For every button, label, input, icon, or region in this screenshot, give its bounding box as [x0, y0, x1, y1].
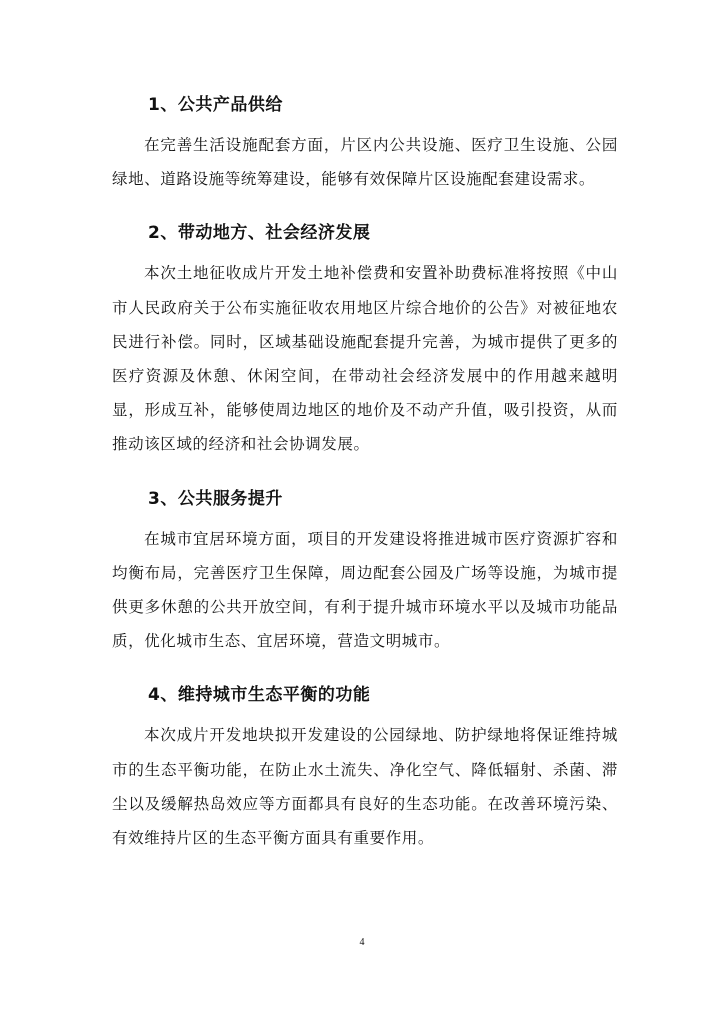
section-paragraph-public-goods: 在完善生活设施配套方面，片区内公共设施、医疗卫生设施、公园绿地、道路设施等统筹建设，能够有效保障片区设施配套建设需求。 — [112, 136, 618, 189]
section-heading-ecological-balance: 4、维持城市生态平衡的功能 — [148, 685, 371, 706]
page-content — [112, 86, 618, 855]
section-paragraph-economic-development: 本次土地征收成片开发土地补偿费和安置补助费标准将按照《中山市人民政府关于公布实施征收农用地区片综合地价的公告》对被征地农民进行补偿。同时，区域基础设施配套提升完善，为城市提供了更多的医疗资源及休憩、休闲空间，在带动社会经济发展中的作用越来越明显，形成互补，能够使周边地区的地价及不动产升值，吸引投资，从而推动该区域的经济和社会协调发展。 — [112, 264, 618, 454]
section-heading-public-goods: 1、公共产品供给 — [148, 95, 283, 115]
section-paragraph-public-services: 在城市宜居环境方面，项目的开发建设将推进城市医疗资源扩容和均衡布局，完善医疗卫生保障，周边配套公园及广场等设施，为城市提供更多休憩的公共开放空间，有利于提升城市环境水平以及城市功能品质，优化城市生态、宜居环境，营造文明城市。 — [112, 529, 618, 651]
section-paragraph-ecological-balance: 本次成片开发地块拟开发建设的公园绿地、防护绿地将保证维持城市的生态平衡功能，在防止水土流失、净化空气、降低辐射、杀菌、滞尘以及缓解热岛效应等方面都具有良好的生态功能。在改善环境污染、有效维持片区的生态平衡方面具有重要作用。 — [112, 726, 618, 848]
section-heading-public-services: 3、公共服务提升 — [148, 488, 283, 509]
page-number: 4 — [359, 937, 365, 948]
section-heading-economic-development: 2、带动地方、社会经济发展 — [148, 223, 371, 244]
